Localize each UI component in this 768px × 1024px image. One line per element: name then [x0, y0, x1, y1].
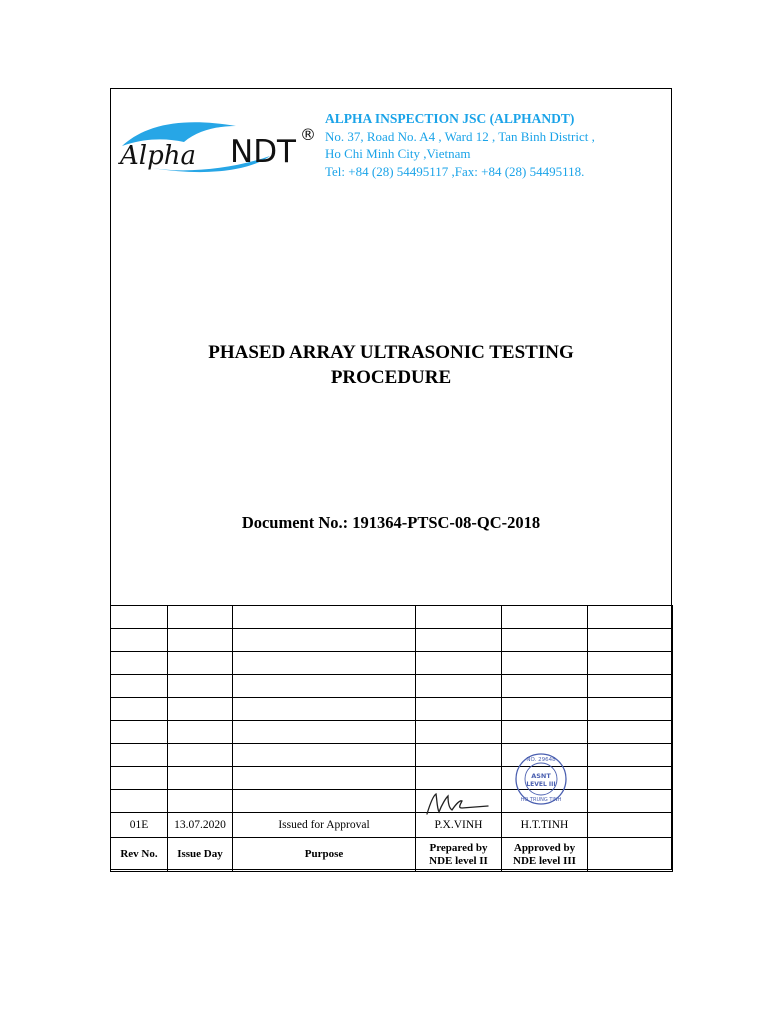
company-name: ALPHA INSPECTION JSC (ALPHANDT) [325, 111, 575, 126]
document-number: Document No.: 191364-PTSC-08-QC-2018 [241, 513, 541, 532]
table-row-blank [111, 675, 673, 698]
header-empty [588, 838, 673, 872]
stamp-center-line2: LEVEL III [526, 781, 556, 788]
company-address-line2: Ho Chi Minh City ,Vietnam [325, 146, 471, 161]
document-title [110, 340, 672, 390]
issue-date-cell: 13.07.2020 [168, 813, 233, 838]
table-row-blank [111, 698, 673, 721]
company-contact: Tel: +84 (28) 54495117 ,Fax: +84 (28) 54495118. [325, 163, 585, 179]
title-line2: PROCEDURE [330, 367, 452, 388]
header-prepared-line1: Prepared by [429, 841, 488, 854]
prepared-by-cell: P.X.VINH [416, 813, 502, 838]
company-address-line1: No. 37, Road No. A4 , Ward 12 , Tan Binh District , [325, 128, 595, 144]
header-prepared-by [416, 838, 502, 872]
table-row-blank [111, 790, 673, 813]
header-purpose: Purpose [233, 838, 416, 872]
stamp-bottom-text: HO TRUNG TINH [520, 797, 562, 803]
table-row-blank [111, 606, 673, 629]
purpose-cell: Issued for Approval [233, 813, 416, 838]
header-approved-by [502, 838, 588, 872]
table-row-blank [111, 629, 673, 652]
table-row-blank [111, 652, 673, 675]
company-info [325, 110, 595, 180]
signature-icon [424, 790, 490, 818]
table-row-blank [111, 767, 673, 790]
stamp-top-text: NO. 29648 [526, 757, 556, 763]
table-row-revision [111, 813, 673, 838]
alphandt-logo [118, 116, 320, 178]
table-header-row [111, 838, 673, 872]
header-rev-no: Rev No. [111, 838, 168, 872]
approved-by-cell: H.T.TINH [502, 813, 588, 838]
table-row-blank [111, 744, 673, 767]
revision-table [110, 605, 673, 872]
empty-cell [588, 813, 673, 838]
header-prepared-line2: NDE level II [429, 854, 488, 867]
header-approved-line1: Approved by [513, 841, 576, 854]
stamp-center-line1: ASNT [531, 772, 551, 780]
header-approved-line2: NDE level III [513, 854, 576, 867]
header-issue-day: Issue Day [168, 838, 233, 872]
title-line1: PHASED ARRAY ULTRASONIC TESTING [208, 342, 574, 363]
registered-mark: ® [300, 125, 316, 144]
logo-ndt-text: NDT [230, 134, 296, 170]
logo-script-text: Alpha [120, 141, 196, 171]
rev-number-cell: 01E [111, 813, 168, 838]
table-row-blank [111, 721, 673, 744]
asnt-stamp-icon [514, 752, 568, 806]
